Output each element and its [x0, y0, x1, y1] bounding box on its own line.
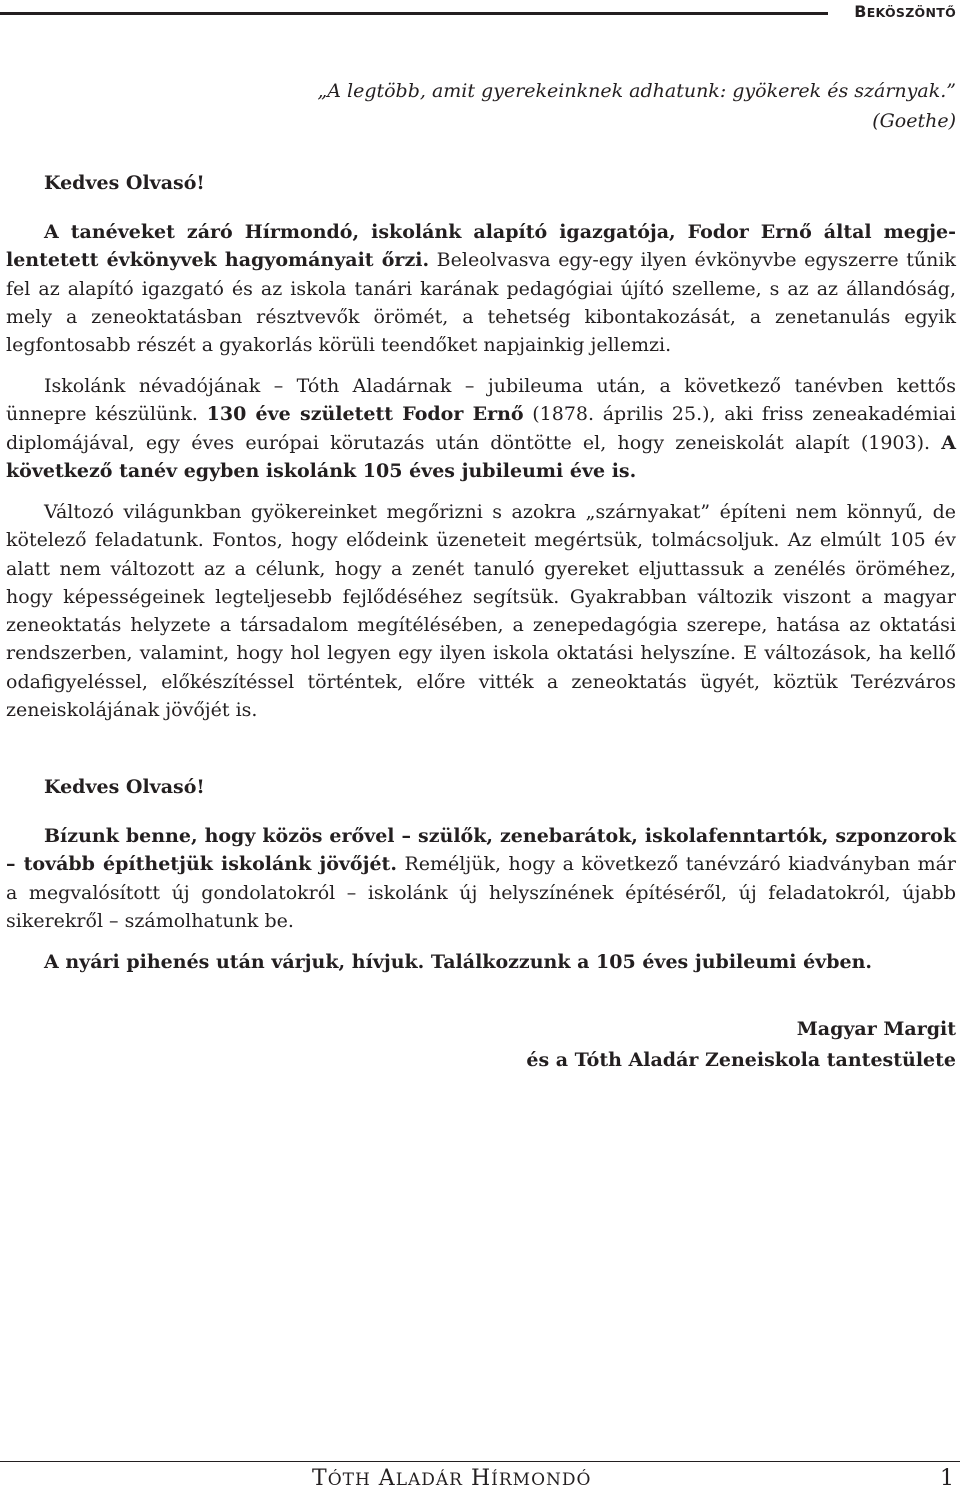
page-number: 1 [940, 1466, 954, 1491]
paragraph-2-bold-a: 130 éve született Fodor Ernő [206, 403, 524, 426]
signature-staff: és a Tóth Aladár Zeneiskola tantestülete [526, 1049, 956, 1071]
paragraph-2-text-b: (1878. április 25.), aki friss zeneakadémiai diplomájával, egy éves európai körutazás után döntötte el, hogy zeneiskolát alapít (1903). [6, 403, 957, 454]
paragraph-2-bold-b: A következő tanév egyben iskolánk 105 éves jubileumi éve is. [6, 431, 956, 482]
paragraph-3-text: Változó világunkban gyökereinket megőrizni s azokra „szárnyakat” építeni nem könnyű, de kötelező feladatunk. Fontos, hogy elődeink üzeneteit megértsük, tolmácsoljuk. Az elmúlt 105 év alatt nem változott az a célunk, hogy a zenét tanuló gyereket eljuttassuk a zenélés öröméhez, hogy képességeinek legteljesebb fejlődéséhez segítsük. Gyakrabban változik viszont a magyar zeneoktatás helyzete a társadalom megítélésében, a zenepedagógia szerepe, hatása az oktatási rendszerben, valamint, hogy hol legyen egy ilyen iskola oktatási helyszíne. E változások, ha kellő odafigyeléssel, előkészítéssel történtek, előre vitték a zeneoktatás ügyét, köztük Terézváros zeneiskolájának jövőjét is. [6, 501, 956, 722]
epigraph-text: „A legtöbb, amit gyerekeinknek adhatunk: gyökerek és szárnyak.” [317, 80, 956, 102]
signature [526, 1014, 956, 1076]
paragraph-1 [6, 218, 956, 359]
header-rule [0, 12, 828, 15]
epigraph-author: (Goethe) [872, 110, 956, 132]
publication-title-w1-rest: ÓTH [327, 1470, 371, 1490]
greeting-2: Kedves Olvasó! [44, 776, 205, 798]
publication-title-w3-rest: ÍRMONDÓ [491, 1470, 592, 1490]
signature-name: Magyar Margit [796, 1018, 956, 1040]
section-title-initial: B [854, 2, 867, 21]
publication-title-w3-initial: H [470, 1466, 492, 1491]
paragraph-2 [6, 372, 956, 485]
paragraph-1-bold: A tanéveket záró Hírmondó, iskolánk alapító igazgatója, Fodor Ernő által megjelentetett évkönyvek hagyományait őrzi. [6, 221, 956, 272]
publication-title-w1-initial: T [312, 1466, 328, 1491]
publication-title-w2-initial: A [378, 1466, 396, 1491]
publication-title [312, 1466, 591, 1491]
paragraph-4-bold: Bízunk benne, hogy közös erővel – szülők, zenebarátok, iskolafenntartók, szponzorok – tovább építhetjük iskolánk jövőjét. [6, 825, 956, 876]
epigraph [250, 76, 956, 136]
publication-title-w2-rest: LADÁR [395, 1470, 463, 1490]
paragraph-5 [6, 948, 956, 976]
paragraph-1-rest: Beleolvasva egy-egy ilyen évkönyvbe egyszerre tűnik fel az alapító igazgató és az iskola tanári karának pedagógiai újító szelleme, s az az állandóság, mely a zeneoktatásban résztvevők örömét, a tehetség kibontakozását, a zenetanulás egyik legfontosabb részét a gyakorlás körüli teendőket napjainkig jellemzi. [6, 249, 956, 357]
footer-rule [0, 1461, 960, 1462]
paragraph-4-rest: Reméljük, hogy a következő tanévzáró kiadványban már a megvalósított új gondolatokról – iskolánk új helyszínének építéséről, új feladatokról, újabb sikerekről – számolhatunk be. [6, 853, 956, 932]
paragraph-3 [6, 498, 956, 724]
section-title [854, 2, 956, 21]
paragraph-4 [6, 822, 956, 935]
greeting-1: Kedves Olvasó! [44, 172, 205, 194]
section-title-rest: EKÖSZÖNTŐ [866, 5, 956, 20]
paragraph-2-text-a: Iskolánk névadójának – Tóth Aladárnak – jubileuma után, a következő tanévben kettős ünnepre készülünk. [6, 375, 956, 426]
paragraph-5-text: A nyári pihenés után várjuk, hívjuk. Találkozzunk a 105 éves jubileumi évben. [44, 951, 873, 973]
